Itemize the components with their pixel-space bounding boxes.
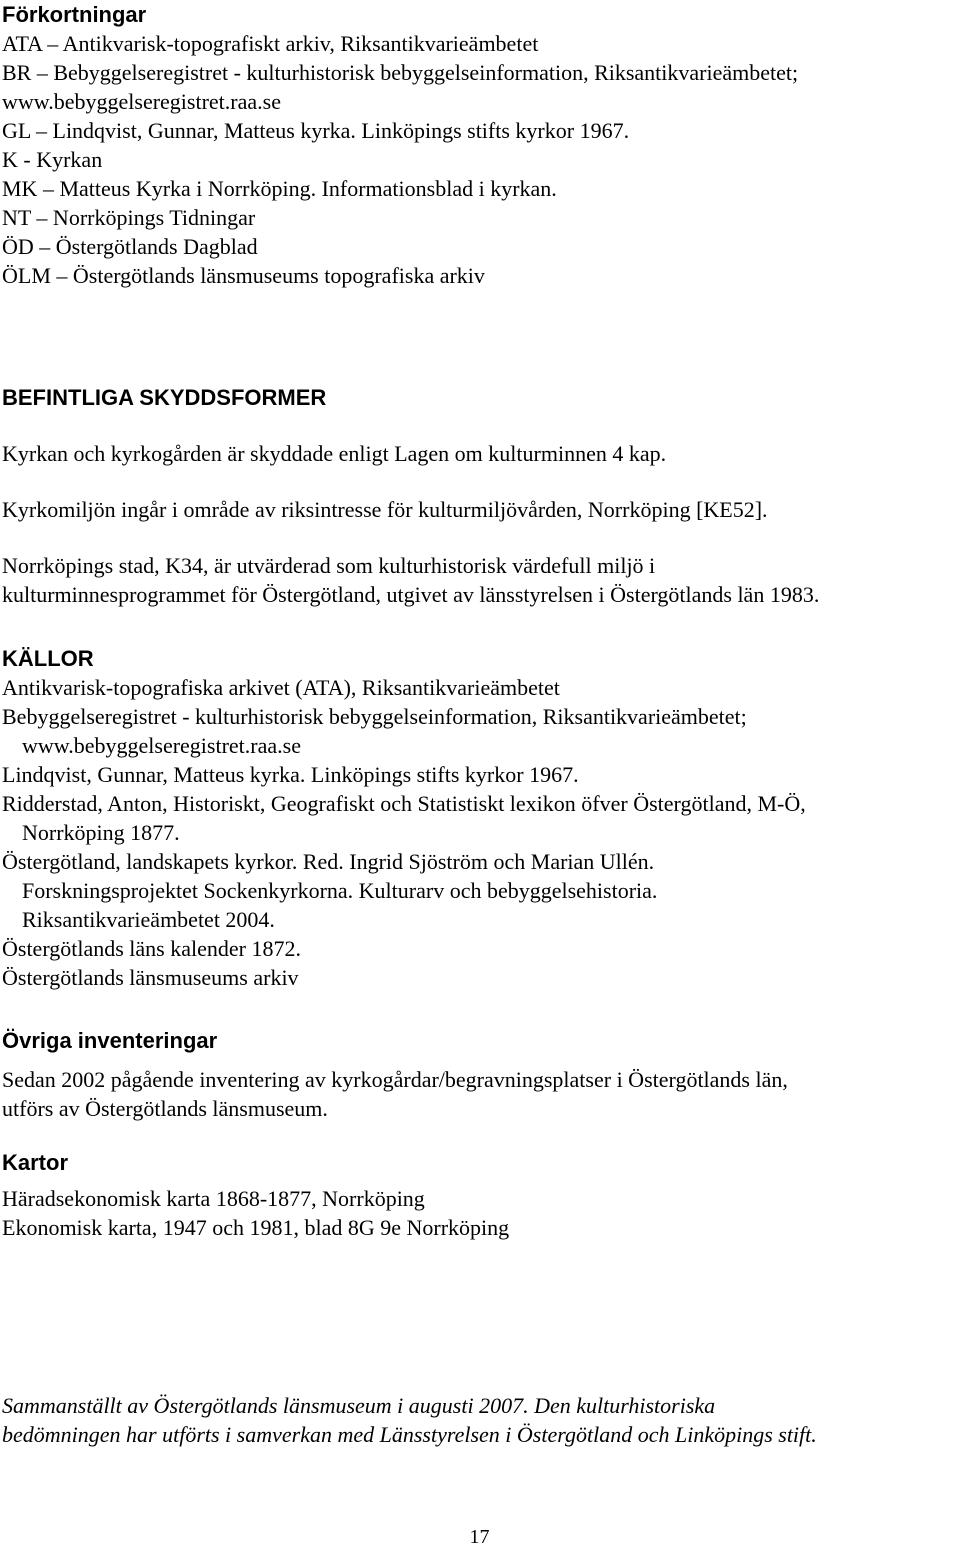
maps-heading: Kartor	[2, 1150, 69, 1175]
protection-heading: BEFINTLIGA SKYDDSFORMER	[2, 385, 327, 410]
abbr-item: ÖD – Östergötlands Dagblad	[2, 234, 258, 259]
source-item: Östergötlands läns kalender 1872.	[2, 936, 301, 961]
abbreviations-list	[2, 29, 798, 290]
source-item: Östergötland, landskapets kyrkor. Red. Ingrid Sjöström och Marian Ullén.	[2, 849, 655, 874]
protection-paragraph: Norrköpings stad, K34, är utvärderad som kulturhistorisk värdefull miljö i	[2, 553, 656, 578]
other-inventories-text: utförs av Östergötlands länsmuseum.	[2, 1096, 328, 1121]
abbr-item: GL – Lindqvist, Gunnar, Matteus kyrka. Linköpings stifts kyrkor 1967.	[2, 118, 630, 143]
sources-section	[2, 644, 806, 992]
source-item: Antikvarisk-topografiska arkivet (ATA), Riksantikvarieämbetet	[2, 675, 560, 700]
map-item: Häradsekonomisk karta 1868-1877, Norrköping	[2, 1186, 425, 1211]
protection-section	[2, 383, 819, 609]
abbr-item: K - Kyrkan	[2, 147, 103, 172]
abbr-item-link[interactable]: www.bebyggelseregistret.raa.se	[2, 89, 281, 114]
source-item: Lindqvist, Gunnar, Matteus kyrka. Linköpings stifts kyrkor 1967.	[2, 762, 579, 787]
source-item: Forskningsprojektet Sockenkyrkorna. Kulturarv och bebyggelsehistoria.	[22, 878, 658, 903]
protection-paragraph: Kyrkan och kyrkogården är skyddade enligt Lagen om kulturminnen 4 kap.	[2, 441, 667, 466]
footer-note	[2, 1391, 817, 1449]
protection-paragraph: kulturminnesprogrammet för Östergötland, utgivet av länsstyrelsen i Östergötlands län 1983.	[2, 582, 820, 607]
protection-paragraph: Kyrkomiljön ingår i område av riksintresse för kulturmiljövården, Norrköping [KE52].	[2, 497, 768, 522]
abbr-item: BR – Bebyggelseregistret - kulturhistorisk bebyggelseinformation, Riksantikvarieämbetet;	[2, 60, 799, 85]
map-item: Ekonomisk karta, 1947 och 1981, blad 8G 9e Norrköping	[2, 1215, 510, 1240]
abbr-item: NT – Norrköpings Tidningar	[2, 205, 256, 230]
source-item-link[interactable]: www.bebyggelseregistret.raa.se	[22, 733, 301, 758]
source-item: Riksantikvarieämbetet 2004.	[22, 907, 275, 932]
other-inventories-section	[2, 1026, 788, 1123]
source-item: Ridderstad, Anton, Historiskt, Geografiskt och Statistiskt lexikon öfver Östergötland, M-Ö,	[2, 791, 806, 816]
abbr-item: ATA – Antikvarisk-topografiskt arkiv, Riksantikvarieämbetet	[2, 31, 539, 56]
abbreviations-heading: Förkortningar	[2, 2, 147, 27]
abbr-item: ÖLM – Östergötlands länsmuseums topografiska arkiv	[2, 263, 485, 288]
source-item: Norrköping 1877.	[22, 820, 180, 845]
source-item: Östergötlands länsmuseums arkiv	[2, 965, 299, 990]
source-item: Bebyggelseregistret - kulturhistorisk bebyggelseinformation, Riksantikvarieämbetet;	[2, 704, 747, 729]
maps-section	[2, 1148, 509, 1242]
footer-line: Sammanställt av Östergötlands länsmuseum i augusti 2007. Den kulturhistoriska	[2, 1393, 716, 1418]
other-inventories-heading: Övriga inventeringar	[2, 1028, 218, 1053]
sources-heading: KÄLLOR	[2, 646, 94, 671]
abbr-item: MK – Matteus Kyrka i Norrköping. Informationsblad i kyrkan.	[2, 176, 557, 201]
footer-line: bedömningen har utförts i samverkan med Länsstyrelsen i Östergötland och Linköpings stift.	[2, 1422, 817, 1447]
other-inventories-text: Sedan 2002 pågående inventering av kyrkogårdar/begravningsplatser i Östergötlands län,	[2, 1067, 788, 1092]
page-number: 17	[469, 1526, 490, 1548]
